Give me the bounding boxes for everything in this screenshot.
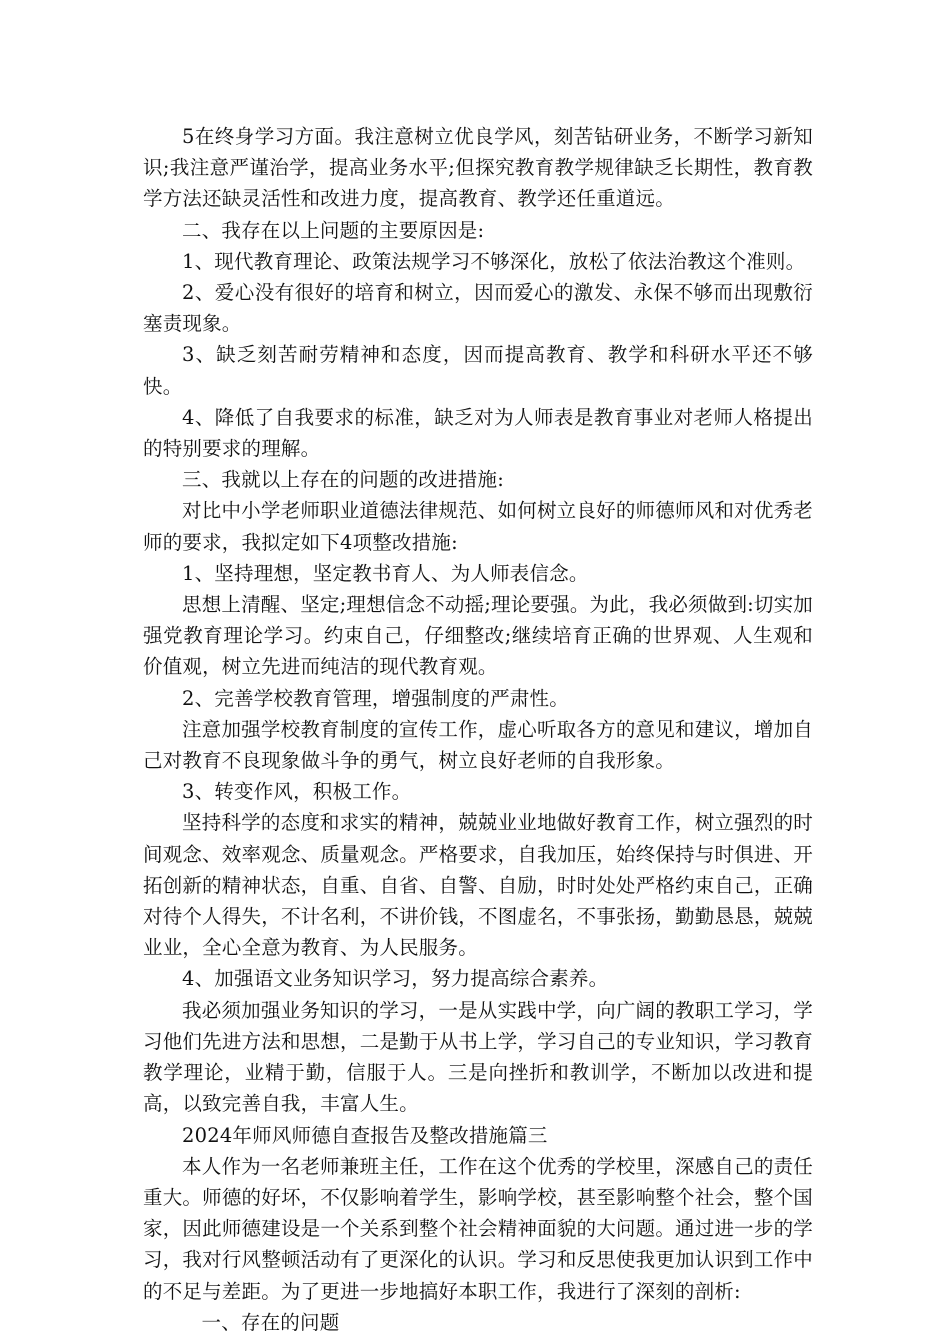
cause-item-4: 4、降低了自我要求的标准，缺乏对为人师表是教育事业对老师人格提出的特别要求的理解。 — [143, 405, 813, 461]
article-title-part-three: 2024年师风师德自查报告及整改措施篇三 — [182, 1123, 548, 1147]
section-heading-main-causes: 二、我存在以上问题的主要原因是: — [182, 218, 485, 242]
cause-item-2: 2、爱心没有很好的培育和树立，因而爱心的激发、永保不够而出现敷衍塞责现象。 — [143, 281, 813, 336]
paragraph-lifelong-learning: 5在终身学习方面。我注意树立优良学风，刻苦钻研业务，不断学习新知识;我注意严谨治学，提高业务水平;但探究教育教学规律缺乏长期性，教育教学方法还缺灵活性和改进力度，提高教育、教学还任重道远。 — [143, 125, 813, 211]
section-heading-improvement-measures: 三、我就以上存在的问题的改进措施: — [182, 468, 504, 492]
measure-item-3: 3、转变作风，积极工作。 — [182, 780, 412, 804]
measure-item-1: 1、坚持理想，坚定教书育人、为人师表信念。 — [182, 561, 589, 585]
paragraph-measures-intro: 对比中小学老师职业道德法律规范、如何树立良好的师德师风和对优秀老师的要求，我拟定如下4项整改措施: — [143, 499, 813, 554]
cause-item-1: 1、现代教育理论、政策法规学习不够深化，放松了依法治教这个准则。 — [182, 249, 806, 273]
cause-item-3: 3、缺乏刻苦耐劳精神和态度，因而提高教育、教学和科研水平还不够快。 — [143, 343, 813, 398]
document-body — [143, 121, 813, 1338]
section-heading-existing-problems: 一、存在的问题 — [201, 1310, 340, 1334]
measure-4-detail: 我必须加强业务知识的学习，一是从实践中学，向广阔的教职工学习，学习他们先进方法和思想，二是勤于从书上学，学习自己的专业知识，学习教育教学理论，业精于勤，信服于人。三是向挫折和教训学，不断加以改进和提高，以致完善自我，丰富人生。 — [143, 998, 813, 1116]
measure-1-detail: 思想上清醒、坚定;理想信念不动摇;理论要强。为此，我必须做到:切实加强党教育理论学习。约束自己，仔细整改;继续培育正确的世界观、人生观和价值观，树立先进而纯洁的现代教育观。 — [143, 593, 814, 679]
measure-2-detail: 注意加强学校教育制度的宣传工作，虚心听取各方的意见和建议，增加自己对教育不良现象做斗争的勇气，树立良好老师的自我形象。 — [143, 717, 813, 773]
paragraph-self-reflection-intro: 本人作为一名老师兼班主任，工作在这个优秀的学校里，深感自己的责任重大。师德的好坏，不仅影响着学生，影响学校，甚至影响整个社会，整个国家，因此师德建设是一个关系到整个社会精神面貌的大问题。通过进一步的学习，我对行风整顿活动有了更深化的认识。学习和反思使我更加认识到工作中的不足与差距。为了更进一步地搞好本职工作，我进行了深刻的剖析: — [143, 1154, 813, 1303]
measure-3-detail: 坚持科学的态度和求实的精神，兢兢业业地做好教育工作，树立强烈的时间观念、效率观念、质量观念。严格要求，自我加压，始终保持与时俱进、开拓创新的精神状态，自重、自省、自警、自励，时时处处严格约束自己，正确对待个人得失，不计名利，不讲价钱，不图虚名，不事张扬，勤勤恳恳，兢兢业业，全心全意为教育、为人民服务。 — [143, 811, 813, 960]
measure-item-4: 4、加强语文业务知识学习，努力提高综合素养。 — [182, 967, 609, 991]
measure-item-2: 2、完善学校教育管理，增强制度的严肃性。 — [182, 686, 569, 710]
